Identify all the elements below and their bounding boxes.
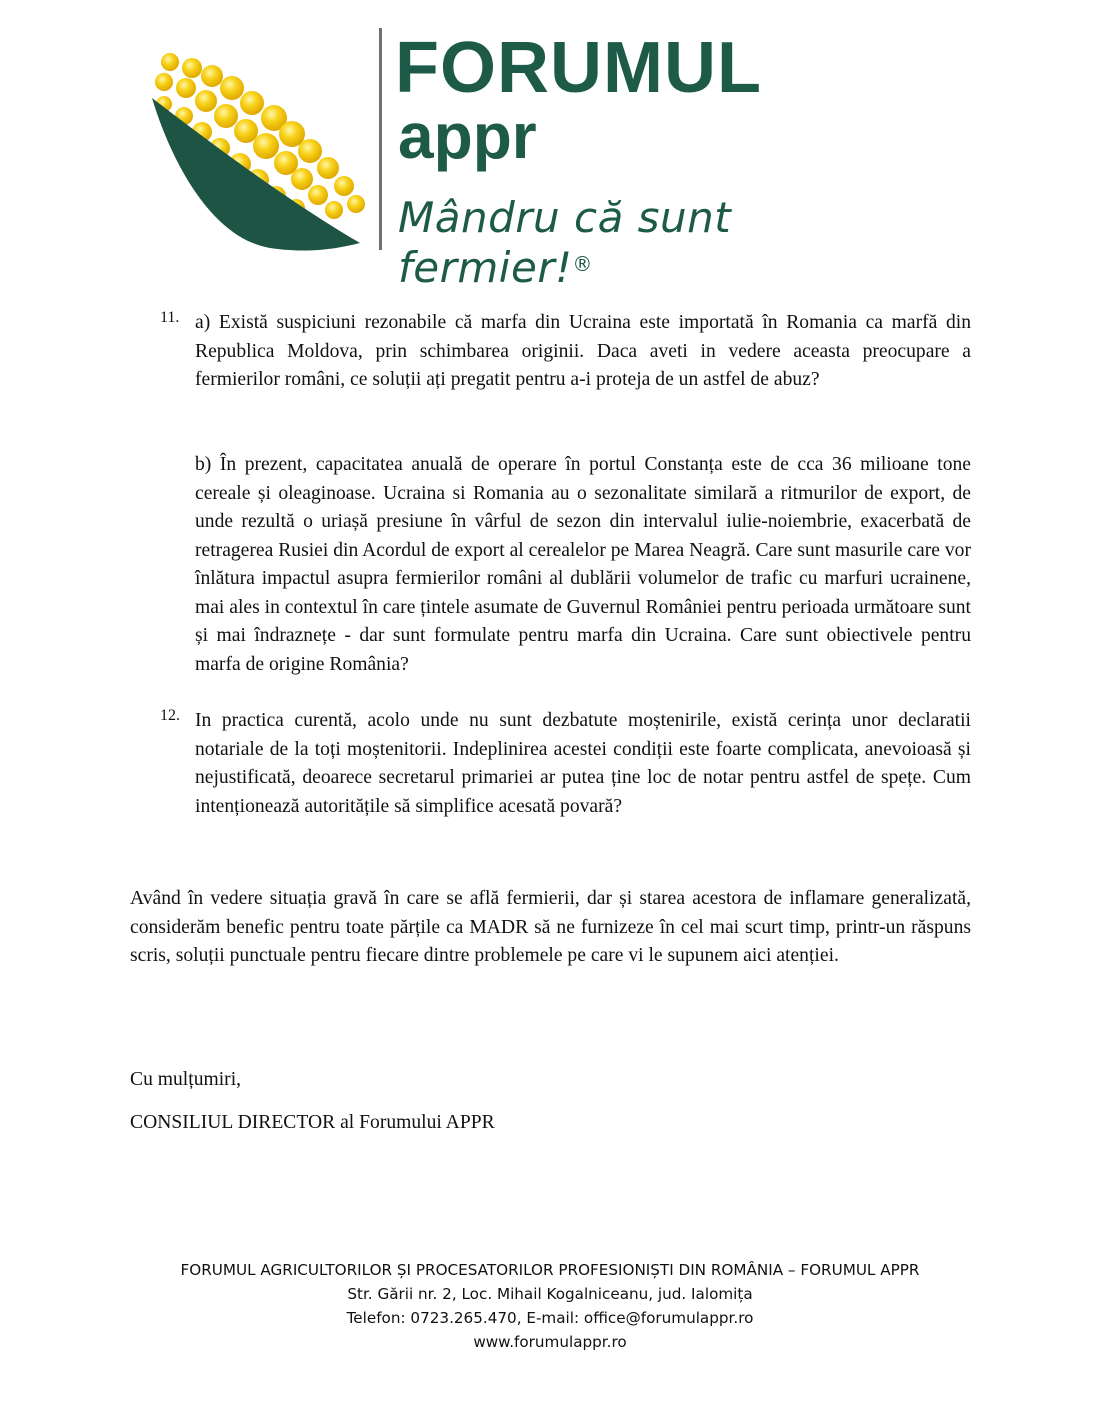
corn-kernel [291, 168, 313, 190]
corn-kernel [176, 78, 196, 98]
item-12-paragraph: In practica curentă, acolo unde nu sunt dezbatute moștenirile, există cerința unor declaratii notariale de la toți moștenitorii. Indeplinirea acestei condiții este foarte complicata, anevoioasă și nejustificată, deoarece secretarul primariei ar putea ține loc de notar pentru astfel de spețe. Cum intenționează autoritățile să simplifice acesată povară? [195, 710, 971, 817]
corn-kernel [334, 176, 354, 196]
corn-kernel [214, 104, 238, 128]
item-11-body-b [195, 451, 971, 679]
closing-paragraph: Având în vedere situația gravă în care se află fermierii, dar și starea acestora de inflamare generalizată, considerăm benefic pentru toate părțile ca MADR să ne furnizeze în cel mai scurt timp, printr-un răspuns scris, soluții punctuale pentru fiecare dintre problemele pe care vi le supunem aici atenției. [130, 888, 971, 966]
salutation: Cu mulțumiri, [130, 1069, 242, 1090]
corn-kernel [317, 157, 339, 179]
logo-divider [379, 28, 382, 250]
slogan-text: Mândru că sunt fermier! [398, 193, 732, 292]
footer-address: Str. Gării nr. 2, Loc. Mihail Kogalniceanu, jud. Ialomița [347, 1285, 753, 1303]
item-11-paragraph-a: a) Există suspiciuni rezonabile că marfa din Ucraina este importată în Romania ca marfă din Republica Moldova, prin schimbarea originii. Daca aveti in vedere aceasta preocupare a fermierilor români, ce soluții ați pregatit pentru a-i proteja de un astfel de abuz? [195, 312, 971, 390]
registered-mark: ® [572, 252, 593, 276]
corn-kernel [240, 91, 264, 115]
forumul-appr-logo [150, 28, 910, 292]
corn-kernel [253, 133, 279, 159]
corn-kernel [220, 76, 244, 100]
corn-kernel [182, 58, 202, 78]
corn-kernel [325, 201, 343, 219]
corn-cob-icon [150, 48, 390, 258]
footer-contact: Telefon: 0723.265.470, E-mail: office@forumulappr.ro [346, 1309, 754, 1327]
logo-subtitle: appr [398, 100, 537, 172]
footer-organization: FORUMUL AGRICULTORILOR ȘI PROCESATORILOR PROFESIONIȘTI DIN ROMÂNIA – FORUMUL APPR [180, 1261, 920, 1279]
corn-kernel [347, 195, 365, 213]
corn-kernel [234, 119, 258, 143]
corn-kernel [195, 90, 217, 112]
footer-website[interactable]: www.forumulappr.ro [473, 1333, 627, 1351]
corn-kernel [308, 185, 328, 205]
item-12-body [195, 707, 971, 821]
corn-kernel [201, 65, 223, 87]
signature: CONSILIUL DIRECTOR al Forumului APPR [130, 1112, 495, 1133]
corn-kernel [161, 53, 179, 71]
logo-slogan [398, 193, 910, 293]
item-11-body [195, 309, 971, 395]
list-number: 12. [160, 707, 180, 724]
list-number: 11. [160, 309, 180, 326]
item-11-paragraph-b: b) În prezent, capacitatea anuală de operare în portul Constanța este de cca 36 milioane tone cereale și oleaginoase. Ucraina si Romania au o sezonalitate similară a ritmurilor de export, de unde rezultă o uriașă presiune în vârful de sezon din intervalul iulie-noiembrie, exacerbată de retragerea Rusiei din Acordul de export al cerealelor pe Marea Neagră. Care sunt masurile care vor înlătura impactul asupra fermierilor români al dublării volumelor de trafic cu marfuri ucrainene, mai ales in contextul în care țintele asumate de Guvernul României pentru perioada următoare sunt și mai îndraznețe - dar sunt formulate pentru marfa din Ucraina. Care sunt obiectivele pentru marfa de origine România? [195, 454, 971, 675]
corn-kernel [155, 73, 173, 91]
corn-kernel [298, 139, 322, 163]
letterhead-footer [0, 1258, 1100, 1354]
logo-title: FORUMUL [395, 28, 762, 108]
